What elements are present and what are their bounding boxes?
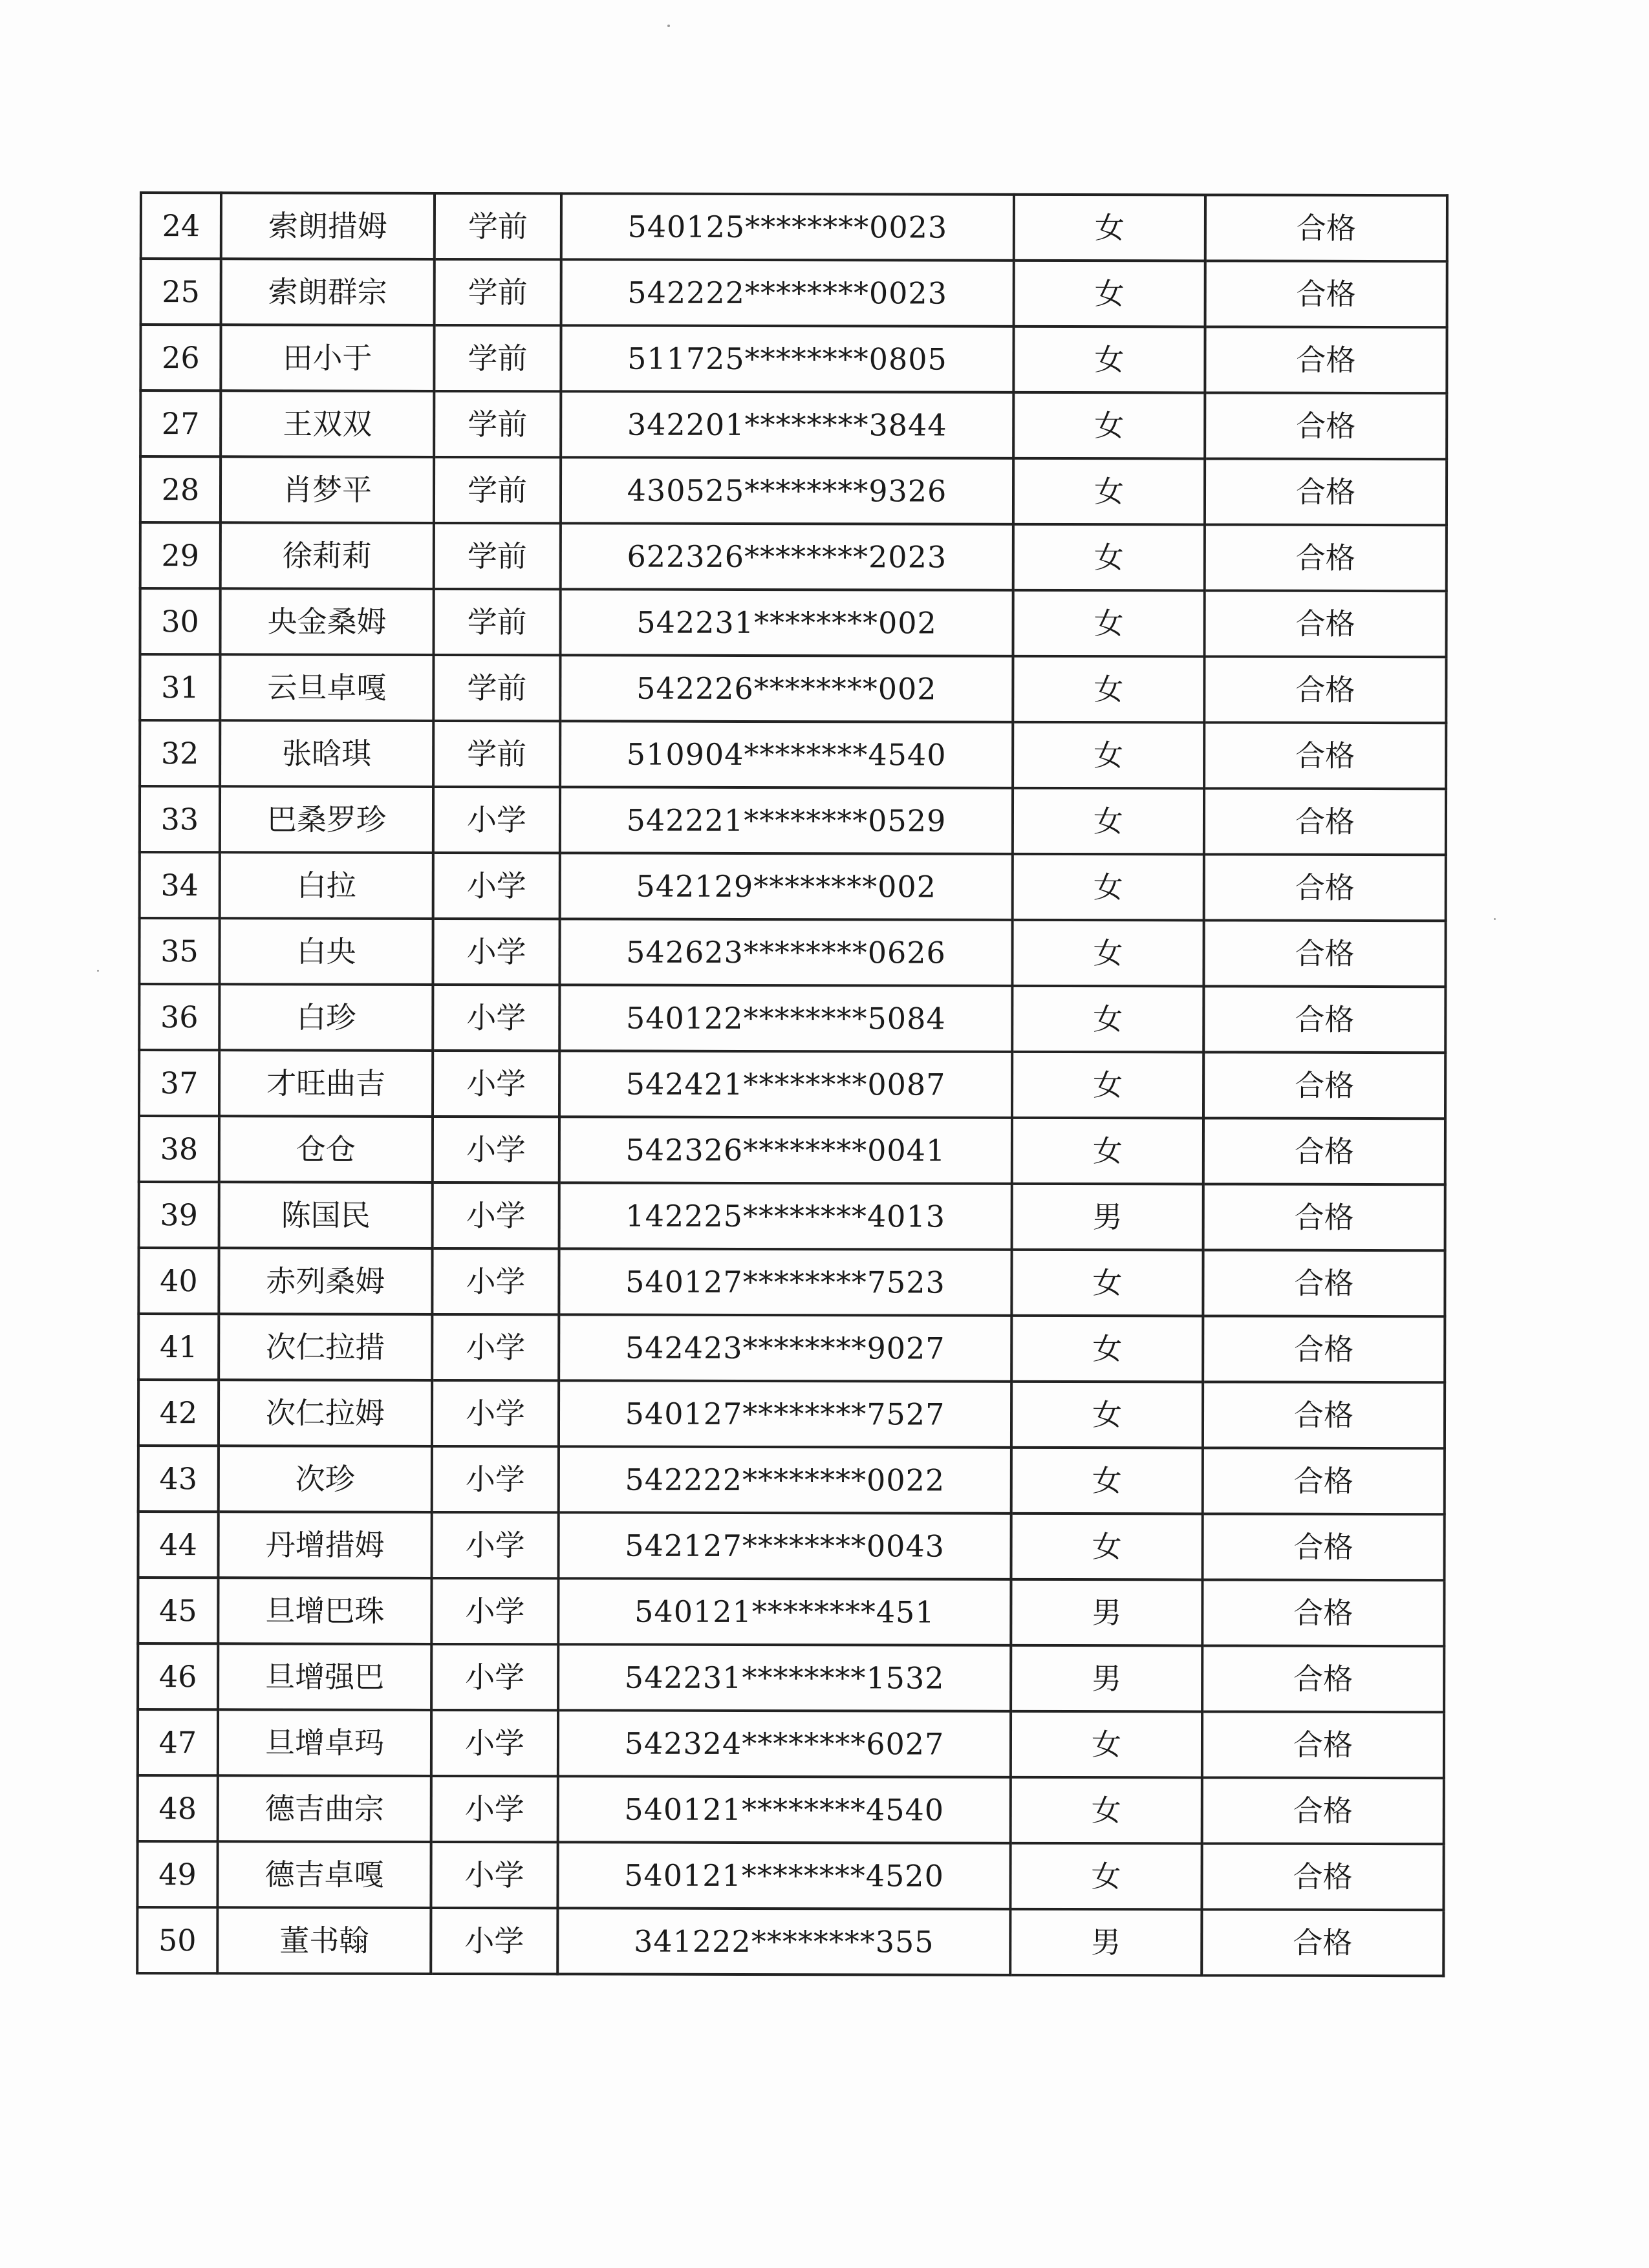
row-number-cell: 25 bbox=[141, 259, 221, 325]
id-number-cell: 542221********0529 bbox=[560, 787, 1013, 853]
name-cell: 索朗措姆 bbox=[221, 193, 435, 259]
result-cell: 合格 bbox=[1204, 854, 1446, 921]
row-number-cell: 46 bbox=[138, 1643, 218, 1709]
row-number-cell: 24 bbox=[141, 193, 221, 259]
table-row bbox=[138, 1314, 1445, 1382]
id-number-cell: 542226********002 bbox=[560, 655, 1013, 722]
school-level-cell: 学前 bbox=[434, 457, 561, 523]
gender-cell: 女 bbox=[1011, 1514, 1203, 1580]
gender-cell: 女 bbox=[1011, 1448, 1203, 1514]
gender-cell: 女 bbox=[1012, 920, 1203, 987]
gender-cell: 女 bbox=[1013, 722, 1204, 789]
id-number-cell: 542423********9027 bbox=[559, 1314, 1011, 1381]
gender-cell: 女 bbox=[1011, 1777, 1202, 1844]
name-cell: 德吉卓嘎 bbox=[217, 1841, 431, 1908]
id-number-cell: 542324********6027 bbox=[558, 1710, 1011, 1777]
row-number-cell: 29 bbox=[140, 522, 221, 588]
gender-cell: 女 bbox=[1012, 1052, 1203, 1118]
name-cell: 云旦卓嘎 bbox=[220, 654, 433, 721]
name-cell: 次仁拉措 bbox=[219, 1314, 432, 1380]
id-number-cell: 510904********4540 bbox=[560, 721, 1013, 787]
school-level-cell: 学前 bbox=[433, 655, 560, 721]
result-cell: 合格 bbox=[1203, 1514, 1445, 1580]
scan-speck bbox=[97, 970, 99, 972]
gender-cell: 女 bbox=[1013, 392, 1205, 459]
row-number-cell: 28 bbox=[140, 456, 221, 522]
name-cell: 旦增卓玛 bbox=[218, 1709, 431, 1776]
row-number-cell: 43 bbox=[138, 1446, 219, 1512]
school-level-cell: 学前 bbox=[435, 193, 561, 259]
id-number-cell: 540122********5084 bbox=[559, 985, 1012, 1051]
school-level-cell: 小学 bbox=[431, 1776, 558, 1842]
row-number-cell: 38 bbox=[139, 1116, 219, 1182]
gender-cell: 女 bbox=[1010, 1843, 1202, 1910]
school-level-cell: 小学 bbox=[433, 1051, 559, 1117]
id-number-cell: 542222********0022 bbox=[559, 1446, 1011, 1513]
result-cell: 合格 bbox=[1205, 261, 1447, 327]
table-row bbox=[140, 325, 1447, 393]
result-cell: 合格 bbox=[1204, 656, 1446, 723]
gender-cell: 女 bbox=[1014, 261, 1205, 327]
id-number-cell: 542623********0626 bbox=[559, 919, 1012, 985]
table-row bbox=[140, 786, 1446, 855]
gender-cell: 女 bbox=[1013, 854, 1204, 921]
name-cell: 才旺曲吉 bbox=[219, 1050, 433, 1117]
table-row bbox=[138, 1643, 1444, 1712]
id-number-cell: 542231********1532 bbox=[558, 1644, 1011, 1711]
table-row bbox=[139, 984, 1445, 1053]
row-number-cell: 36 bbox=[139, 984, 219, 1050]
id-number-cell: 540121********4520 bbox=[557, 1842, 1010, 1909]
gender-cell: 男 bbox=[1010, 1909, 1202, 1976]
name-cell: 徐莉莉 bbox=[221, 522, 434, 589]
row-number-cell: 42 bbox=[138, 1380, 219, 1446]
result-cell: 合格 bbox=[1202, 1843, 1443, 1910]
result-cell: 合格 bbox=[1202, 1711, 1444, 1778]
table-row bbox=[139, 1116, 1445, 1184]
table-row bbox=[138, 1380, 1445, 1448]
row-number-cell: 45 bbox=[138, 1578, 218, 1643]
result-cell: 合格 bbox=[1205, 524, 1447, 591]
id-number-cell: 622326********2023 bbox=[561, 523, 1013, 590]
name-cell: 王双双 bbox=[221, 390, 434, 457]
row-number-cell: 27 bbox=[140, 390, 221, 456]
school-level-cell: 小学 bbox=[431, 1842, 557, 1908]
table-row bbox=[141, 193, 1447, 261]
table-row bbox=[140, 390, 1447, 459]
result-cell: 合格 bbox=[1202, 1645, 1444, 1712]
row-number-cell: 31 bbox=[140, 654, 220, 720]
result-cell: 合格 bbox=[1203, 1316, 1445, 1382]
school-level-cell: 小学 bbox=[433, 985, 559, 1051]
result-cell: 合格 bbox=[1202, 1579, 1444, 1646]
school-level-cell: 小学 bbox=[431, 1710, 558, 1776]
result-cell: 合格 bbox=[1203, 986, 1445, 1053]
row-number-cell: 40 bbox=[138, 1248, 219, 1314]
result-cell: 合格 bbox=[1204, 722, 1446, 789]
id-number-cell: 542231********002 bbox=[560, 589, 1013, 656]
id-number-cell: 540127********7523 bbox=[559, 1248, 1011, 1315]
school-level-cell: 小学 bbox=[433, 919, 559, 985]
row-number-cell: 32 bbox=[140, 720, 220, 786]
gender-cell: 女 bbox=[1012, 986, 1203, 1053]
table-row bbox=[138, 1578, 1444, 1646]
row-number-cell: 48 bbox=[138, 1775, 218, 1841]
id-number-cell: 142225********4013 bbox=[559, 1182, 1012, 1249]
scan-speck bbox=[667, 25, 670, 27]
row-number-cell: 35 bbox=[139, 918, 219, 984]
gender-cell: 女 bbox=[1013, 458, 1205, 525]
table-row bbox=[140, 852, 1446, 921]
gender-cell: 女 bbox=[1011, 1382, 1203, 1448]
id-number-cell: 540121********451 bbox=[558, 1578, 1011, 1645]
name-cell: 张晗琪 bbox=[220, 720, 433, 787]
gender-cell: 女 bbox=[1011, 1250, 1203, 1316]
id-number-cell: 542326********0041 bbox=[559, 1117, 1012, 1183]
gender-cell: 女 bbox=[1012, 1118, 1203, 1184]
gender-cell: 女 bbox=[1013, 524, 1205, 591]
school-level-cell: 小学 bbox=[432, 1512, 559, 1578]
id-number-cell: 342201********3844 bbox=[561, 391, 1013, 458]
name-cell: 董书翰 bbox=[217, 1907, 431, 1974]
school-level-cell: 学前 bbox=[434, 523, 561, 589]
row-number-cell: 30 bbox=[140, 588, 221, 654]
school-level-cell: 小学 bbox=[431, 1578, 558, 1644]
result-cell: 合格 bbox=[1203, 1250, 1445, 1316]
table-row bbox=[139, 1050, 1445, 1118]
table-row bbox=[141, 259, 1447, 327]
row-number-cell: 33 bbox=[140, 786, 220, 852]
table-row bbox=[140, 522, 1447, 591]
result-cell: 合格 bbox=[1204, 788, 1446, 855]
scan-speck bbox=[1494, 918, 1496, 920]
result-cell: 合格 bbox=[1205, 392, 1447, 459]
gender-cell: 女 bbox=[1011, 1711, 1202, 1778]
result-cell: 合格 bbox=[1205, 326, 1447, 393]
table-row bbox=[139, 1182, 1445, 1250]
school-level-cell: 学前 bbox=[434, 325, 561, 391]
table-row bbox=[140, 456, 1447, 525]
table-row bbox=[140, 720, 1446, 789]
gender-cell: 女 bbox=[1014, 195, 1205, 261]
name-cell: 赤列桑姆 bbox=[219, 1248, 432, 1314]
name-cell: 田小于 bbox=[221, 325, 434, 391]
result-cell: 合格 bbox=[1204, 590, 1446, 657]
result-cell: 合格 bbox=[1203, 1448, 1445, 1514]
id-number-cell: 540125********0023 bbox=[561, 193, 1014, 260]
result-cell: 合格 bbox=[1203, 1382, 1445, 1448]
name-cell: 白拉 bbox=[220, 852, 433, 919]
name-cell: 央金桑姆 bbox=[221, 588, 434, 655]
gender-cell: 女 bbox=[1011, 1316, 1203, 1382]
gender-cell: 男 bbox=[1011, 1645, 1202, 1712]
name-cell: 陈国民 bbox=[219, 1182, 433, 1248]
result-cell: 合格 bbox=[1203, 1184, 1445, 1250]
results-table bbox=[136, 191, 1449, 1977]
school-level-cell: 学前 bbox=[435, 259, 561, 325]
result-cell: 合格 bbox=[1203, 1052, 1445, 1118]
name-cell: 次仁拉姆 bbox=[219, 1380, 432, 1446]
school-level-cell: 学前 bbox=[434, 391, 561, 457]
result-cell: 合格 bbox=[1203, 1118, 1445, 1184]
name-cell: 德吉曲宗 bbox=[218, 1775, 431, 1842]
result-cell: 合格 bbox=[1205, 195, 1447, 261]
gender-cell: 女 bbox=[1013, 590, 1204, 657]
id-number-cell: 341222********355 bbox=[557, 1908, 1010, 1974]
school-level-cell: 小学 bbox=[432, 1314, 559, 1380]
school-level-cell: 小学 bbox=[432, 1248, 559, 1314]
id-number-cell: 540121********4540 bbox=[558, 1776, 1011, 1843]
school-level-cell: 小学 bbox=[431, 1644, 558, 1710]
table-row bbox=[140, 654, 1446, 723]
name-cell: 白央 bbox=[219, 918, 433, 985]
gender-cell: 女 bbox=[1013, 788, 1204, 855]
row-number-cell: 50 bbox=[137, 1907, 217, 1973]
name-cell: 仓仓 bbox=[219, 1116, 433, 1182]
result-cell: 合格 bbox=[1202, 1909, 1443, 1976]
id-number-cell: 511725********0805 bbox=[561, 325, 1013, 392]
school-level-cell: 学前 bbox=[433, 721, 560, 787]
row-number-cell: 39 bbox=[139, 1182, 219, 1248]
school-level-cell: 小学 bbox=[433, 1182, 559, 1248]
row-number-cell: 41 bbox=[138, 1314, 219, 1380]
school-level-cell: 学前 bbox=[433, 589, 560, 655]
id-number-cell: 430525********9326 bbox=[561, 457, 1013, 524]
gender-cell: 男 bbox=[1012, 1184, 1203, 1250]
table-row bbox=[138, 1446, 1445, 1514]
name-cell: 索朗群宗 bbox=[221, 259, 435, 325]
result-cell: 合格 bbox=[1203, 920, 1445, 987]
school-level-cell: 小学 bbox=[433, 787, 560, 853]
row-number-cell: 34 bbox=[140, 852, 220, 918]
table-row bbox=[138, 1709, 1444, 1778]
row-number-cell: 49 bbox=[137, 1841, 217, 1907]
row-number-cell: 37 bbox=[139, 1050, 219, 1116]
id-number-cell: 540127********7527 bbox=[559, 1380, 1011, 1447]
name-cell: 旦增巴珠 bbox=[218, 1578, 431, 1644]
id-number-cell: 542129********002 bbox=[560, 853, 1013, 919]
school-level-cell: 小学 bbox=[431, 1908, 557, 1974]
result-cell: 合格 bbox=[1202, 1777, 1444, 1844]
gender-cell: 男 bbox=[1011, 1579, 1202, 1646]
row-number-cell: 44 bbox=[138, 1512, 219, 1578]
name-cell: 旦增强巴 bbox=[218, 1643, 431, 1710]
results-table-body bbox=[137, 193, 1447, 1976]
row-number-cell: 26 bbox=[140, 325, 221, 390]
table-row bbox=[140, 588, 1447, 657]
name-cell: 肖梦平 bbox=[221, 456, 434, 523]
name-cell: 丹增措姆 bbox=[219, 1512, 432, 1578]
id-number-cell: 542222********0023 bbox=[561, 259, 1014, 326]
school-level-cell: 小学 bbox=[433, 853, 560, 919]
school-level-cell: 小学 bbox=[433, 1117, 559, 1182]
row-number-cell: 47 bbox=[138, 1709, 218, 1775]
id-number-cell: 542127********0043 bbox=[559, 1512, 1011, 1579]
id-number-cell: 542421********0087 bbox=[559, 1051, 1012, 1117]
table-row bbox=[139, 918, 1445, 987]
table-row bbox=[138, 1775, 1444, 1844]
gender-cell: 女 bbox=[1013, 326, 1205, 393]
name-cell: 巴桑罗珍 bbox=[220, 786, 433, 853]
table-row bbox=[138, 1248, 1445, 1316]
school-level-cell: 小学 bbox=[432, 1380, 559, 1446]
name-cell: 次珍 bbox=[219, 1446, 432, 1512]
result-cell: 合格 bbox=[1205, 458, 1447, 525]
table-row bbox=[138, 1512, 1445, 1580]
name-cell: 白珍 bbox=[219, 984, 433, 1051]
table-row bbox=[137, 1841, 1443, 1910]
table-row bbox=[137, 1907, 1443, 1976]
school-level-cell: 小学 bbox=[432, 1446, 559, 1512]
gender-cell: 女 bbox=[1013, 656, 1204, 723]
